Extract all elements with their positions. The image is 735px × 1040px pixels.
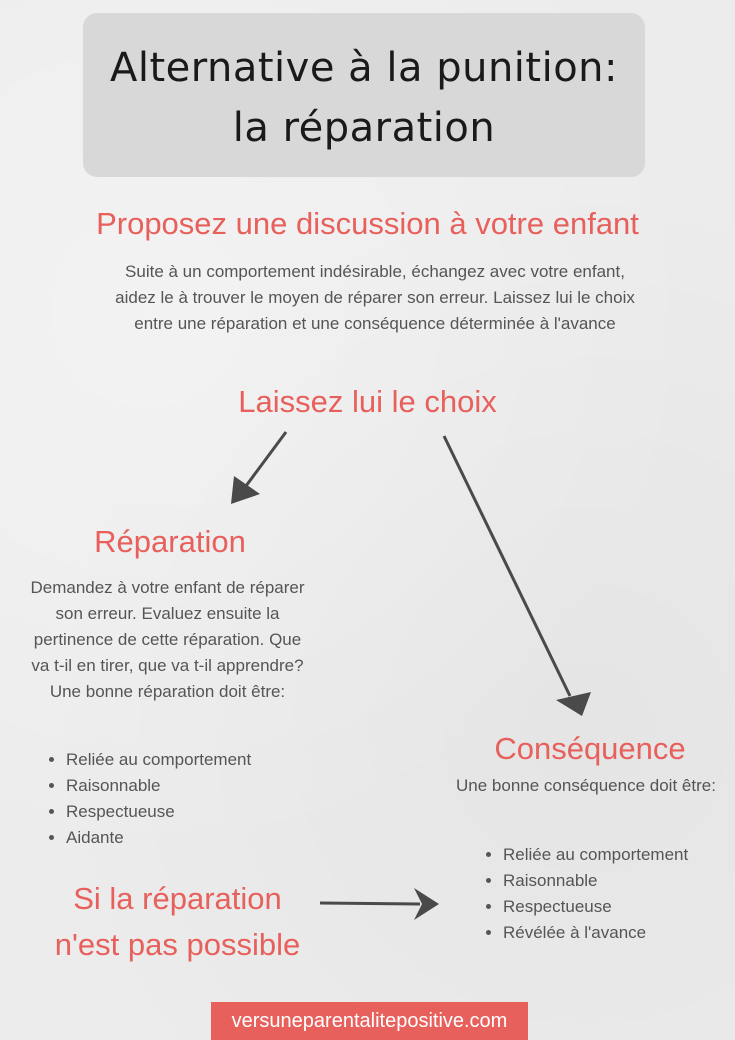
arrow-to-consequence-icon [444, 436, 591, 716]
fallback-line-1: Si la réparation [73, 881, 282, 916]
list-item: • Respectueuse [503, 894, 688, 920]
list-item: • Reliée au comportement [503, 842, 688, 868]
fallback-line-2: n'est pas possible [54, 927, 301, 962]
choice-heading: Laissez lui le choix [238, 384, 497, 419]
arrow-to-consequence-list-icon [320, 888, 439, 920]
list-item: • Respectueuse [66, 799, 251, 825]
footer-url-link[interactable]: versuneparentalitepositive.com [211, 1002, 528, 1040]
arrow-to-reparation-icon [231, 432, 286, 504]
reparation-list [44, 747, 251, 851]
reparation-heading: Réparation [94, 524, 246, 559]
title-line-1: Alternative à la punition: [109, 45, 619, 91]
fallback-heading [20, 876, 335, 968]
reparation-text: Demandez à votre enfant de réparer son erreur. Evaluez ensuite la pertinence de cette réparation. Que va t-il en tirer, que va t-il apprendre? Une bonne réparation doit être: [30, 578, 305, 701]
discussion-heading: Proposez une discussion à votre enfant [96, 206, 639, 241]
list-item: • Aidante [66, 825, 251, 851]
consequence-list [481, 842, 688, 946]
list-item: • Raisonnable [503, 868, 688, 894]
list-item: • Révélée à l'avance [503, 920, 688, 946]
title-line-2: la réparation [232, 105, 496, 151]
list-item: • Reliée au comportement [66, 747, 251, 773]
discussion-text: Suite à un comportement indésirable, échangez avec votre enfant, aidez le à trouver le moyen de réparer son erreur. Laissez lui le choix entre une réparation et une conséquence déterminée à l'avance [115, 262, 635, 333]
list-item: • Raisonnable [66, 773, 251, 799]
consequence-text: Une bonne conséquence doit être: [456, 776, 716, 795]
consequence-heading: Conséquence [494, 731, 686, 766]
